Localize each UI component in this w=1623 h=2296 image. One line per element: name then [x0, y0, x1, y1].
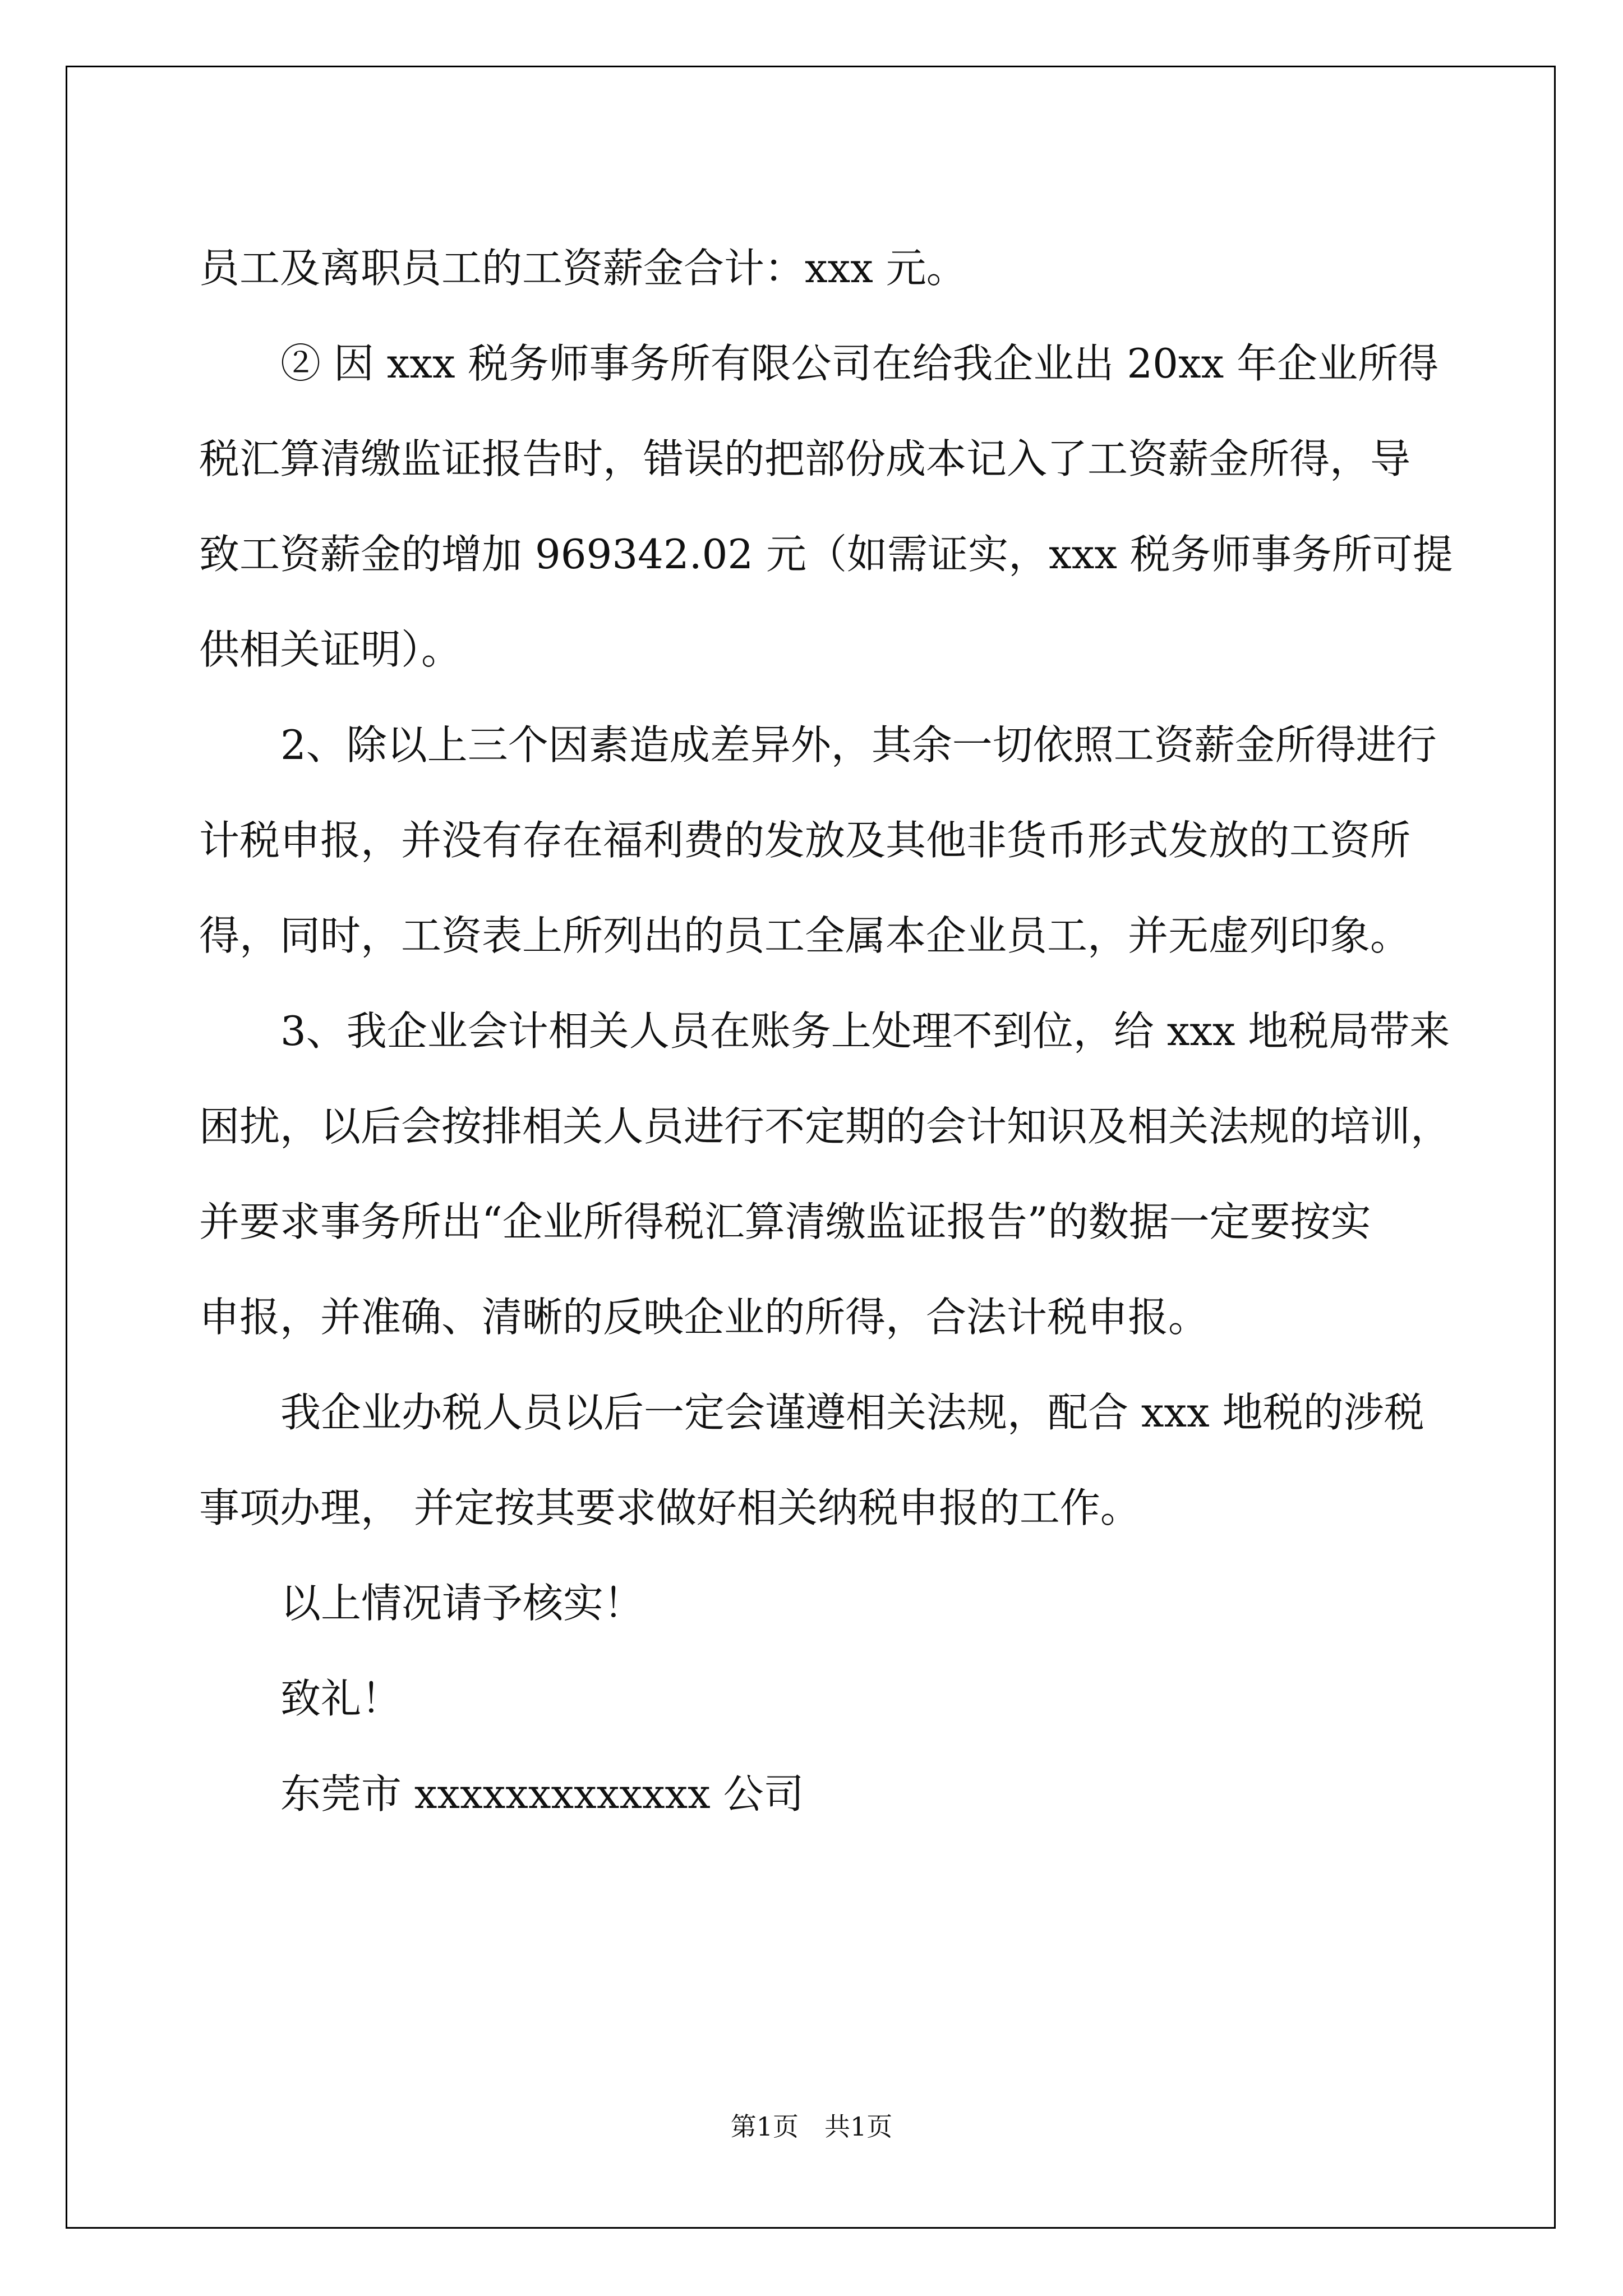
text-line: 我企业办税人员以后一定会谨遵相关法规，配合 xxx 地税的涉税 — [280, 1389, 1424, 1436]
text-line: 以上情况请予核实！ — [280, 1580, 644, 1627]
text-line: 申报，并准确、清晰的反映企业的所得，合法计税申报。 — [199, 1294, 1209, 1341]
text-line: 税汇算清缴监证报告时，错误的把部份成本记入了工资薪金所得，导 — [199, 435, 1411, 482]
text-line: 困扰，以后会按排相关人员进行不定期的会计知识及相关法规的培训， — [199, 1103, 1451, 1150]
page-number-footer: 第1页 共1页 — [730, 2111, 893, 2142]
text-line: 并要求事务所出“企业所得税汇算清缴监证报告”的数据一定要按实 — [199, 1198, 1371, 1245]
text-line: 2、除以上三个因素造成差异外，其余一切依照工资薪金所得进行 — [280, 721, 1437, 769]
company-signature: 东莞市 xxxxxxxxxxxxx 公司 — [280, 1770, 804, 1818]
text-line: 3、我企业会计相关人员在账务上处理不到位，给 xxx 地税局带来 — [280, 1007, 1450, 1055]
text-line: 计税申报，并没有存在福利费的发放及其他非货币形式发放的工资所 — [199, 817, 1411, 864]
text-line: 致工资薪金的增加 969342.02 元（如需证实，xxx 税务师事务所可提 — [199, 531, 1453, 578]
text-line: 事项办理， 并定按其要求做好相关纳税申报的工作。 — [199, 1484, 1141, 1531]
text-line: 员工及离职员工的工资薪金合计：xxx 元。 — [199, 245, 967, 292]
text-line: 供相关证明）。 — [199, 626, 462, 673]
text-line: ② 因 xxx 税务师事务所有限公司在给我企业出 20xx 年企业所得 — [280, 340, 1439, 387]
text-line: 得，同时，工资表上所列出的员工全属本企业员工，并无虚列印象。 — [199, 912, 1411, 959]
text-line: 致礼！ — [280, 1675, 402, 1722]
